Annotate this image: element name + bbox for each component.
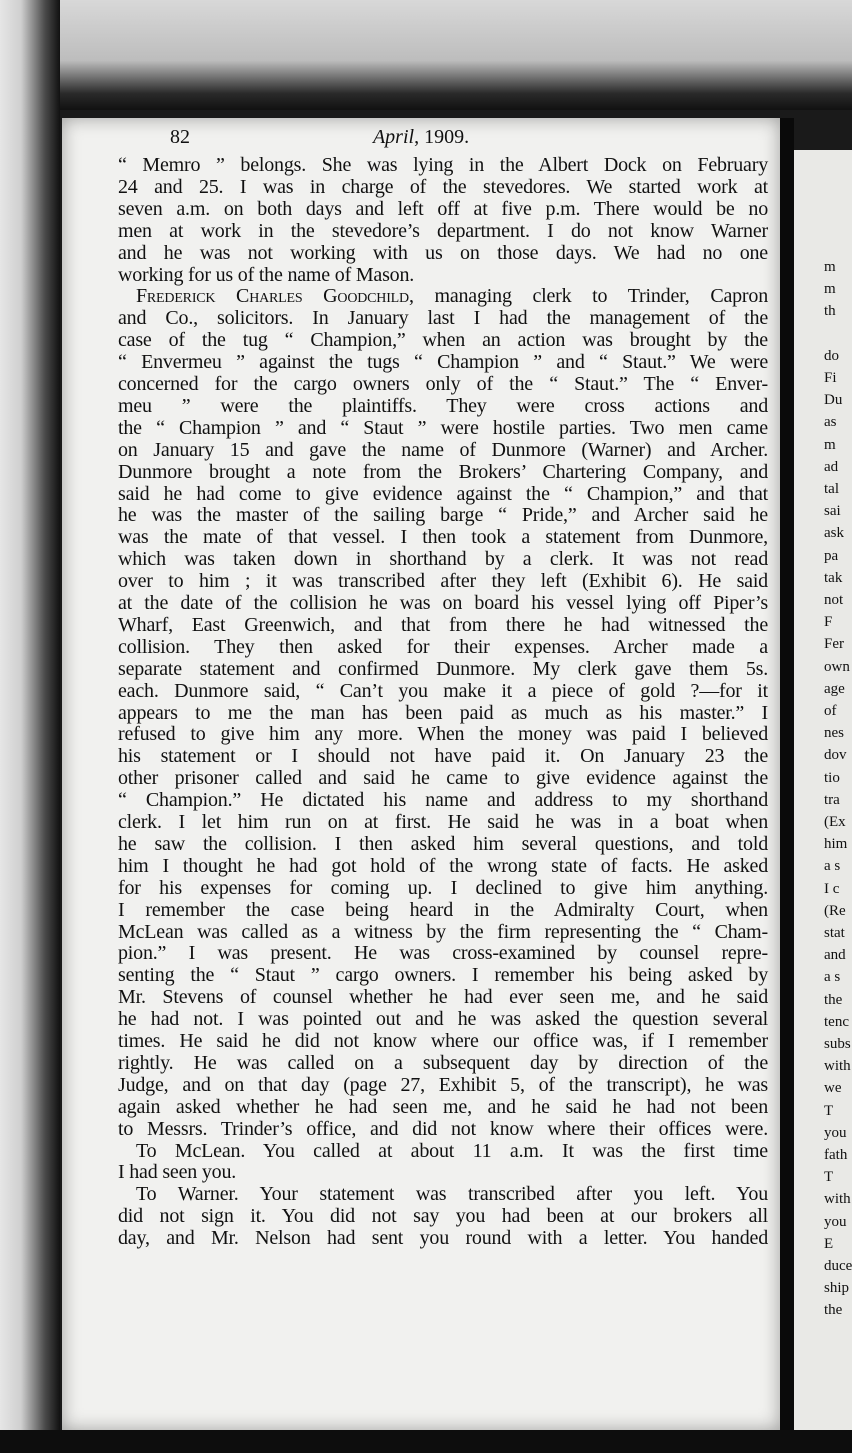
facing-page-fragment: T (824, 1169, 834, 1186)
facing-page-fragment: Fi (824, 370, 837, 386)
facing-page-fragment: subs (824, 1036, 851, 1052)
scan-background-top (0, 0, 852, 110)
line-text: , managing clerk to Trinder, Capron (408, 285, 768, 308)
text-line: at the date of the collision he was on board his vessel lying off Piper’s (118, 592, 768, 614)
book-gutter (780, 118, 794, 1430)
text-line: which was taken down in shorthand by a clerk. It was not read (118, 548, 768, 571)
text-line: and he was not working with us on those days. We had no one (118, 241, 768, 264)
text-line: he saw the collision. I then asked him several questions, and told (118, 832, 768, 855)
facing-page-fragment: m (824, 259, 836, 275)
text-line: to Messrs. Trinder’s office, and did not know where their offices were. (118, 1117, 768, 1140)
text-line: pion.” I was present. He was cross-examined by counsel repre- (118, 942, 768, 965)
facing-page-fragment: with (824, 1058, 851, 1075)
speaker-name: Frederick Charles Goodchild (136, 285, 409, 308)
facing-page-fragment: m (824, 281, 836, 298)
text-line: To McLean. You called at about 11 a.m. It was the first time (136, 1139, 768, 1162)
text-line: again asked whether he had seen me, and he said he had not been (118, 1095, 768, 1118)
text-line: appears to me the man has been paid as much as his master.” I (118, 701, 768, 724)
facing-page-fragment: you (824, 1213, 847, 1230)
text-line: on January 15 and gave the name of Dunmore (Warner) and Archer. (118, 438, 768, 461)
text-line: the “ Champion ” and “ Staut ” were hostile parties. Two men came (118, 416, 768, 439)
text-line: day, and Mr. Nelson had sent you round with a letter. You handed (118, 1227, 768, 1250)
facing-page-edge (794, 150, 852, 1430)
text-line: “ Champion.” He dictated his name and address to my shorthand (118, 789, 768, 812)
text-line: working for us of the name of Mason. (118, 263, 415, 286)
scan-background-bottom (0, 1430, 852, 1453)
facing-page-fragment: and (824, 947, 846, 964)
facing-page-fragment: stat (824, 925, 845, 941)
text-line: concerned for the cargo owners only of the “ Staut.” The “ Enver- (118, 373, 768, 395)
text-line: for his expenses for coming up. I declined to give him anything. (118, 876, 768, 899)
text-line: separate statement and confirmed Dunmore. My clerk gave them 5s. (118, 657, 768, 680)
facing-page-fragment: ship (824, 1280, 850, 1297)
facing-page-fragment: F (824, 614, 833, 631)
facing-page-fragment: Du (824, 392, 843, 409)
text-line: refused to give him any more. When the money was paid I believed (118, 723, 768, 746)
facing-page-fragment: a s (824, 858, 841, 875)
text-line: senting the “ Staut ” cargo owners. I remember his being asked by (118, 964, 768, 987)
facing-page-fragment: him (824, 836, 848, 853)
text-line: times. He said he did not know where our office was, if I remember (118, 1030, 768, 1052)
facing-page-fragment: a s (824, 969, 841, 986)
facing-page-fragment: ask (824, 525, 844, 542)
facing-page-fragment: the (824, 1302, 843, 1319)
facing-page-fragment: ad (824, 458, 839, 475)
facing-page-fragment: duce (824, 1258, 852, 1274)
text-line: case of the tug “ Champion,” when an action was brought by the (118, 329, 768, 352)
text-line: I remember the case being heard in the Admiralty Court, when (118, 898, 768, 921)
text-line: Judge, and on that day (page 27, Exhibit 5, of the transcript), he was (118, 1073, 768, 1096)
text-line: him I thought he had got hold of the wrong state of facts. He asked (118, 854, 768, 877)
text-line: and Co., solicitors. In January last I had the management of the (118, 307, 768, 330)
text-line: “ Memro ” belongs. She was lying in the Albert Dock on February (118, 154, 768, 176)
facing-page-fragment: I c (824, 880, 840, 897)
running-head-month: April (372, 126, 415, 148)
facing-page-fragment: (Re (824, 902, 846, 919)
text-line: I had seen you. (118, 1161, 237, 1184)
running-head-year: , 1909. (414, 126, 470, 148)
text-line: seven a.m. on both days and left off at five p.m. There would be no (118, 197, 768, 220)
facing-page-fragment: not (824, 592, 844, 608)
facing-page-fragment: with (824, 1191, 851, 1208)
text-line: “ Envermeu ” against the tugs “ Champion ” and “ Staut.” We were (118, 351, 768, 374)
text-line: meu ” were the plaintiffs. They were cross actions and (118, 394, 768, 417)
scan-background-left (0, 0, 60, 1453)
facing-page-fragment: Fer (824, 636, 844, 653)
facing-page-fragment: th (824, 303, 836, 320)
facing-page-fragment: nes (824, 725, 844, 742)
running-head (62, 126, 780, 149)
facing-page-fragment: T (824, 1102, 834, 1119)
facing-page-fragment: pa (824, 547, 839, 564)
text-line: he was the master of the sailing barge “ Pride,” and Archer said he (118, 504, 768, 527)
facing-page-fragment: age (824, 680, 845, 697)
facing-page-fragment: do (824, 347, 839, 364)
facing-page-fragment: (Ex (824, 814, 846, 830)
text-line: To Warner. Your statement was transcribed after you left. You (136, 1183, 768, 1206)
facing-page-fragment: tal (824, 481, 839, 497)
facing-page-fragment: tak (824, 569, 843, 586)
text-line: did not sign it. You did not say you had been at our brokers all (118, 1205, 768, 1228)
text-line: rightly. He was called on a subsequent day by direction of the (118, 1051, 768, 1074)
facing-page-fragment: sai (824, 503, 841, 520)
facing-page-fragment: tenc (824, 1013, 849, 1030)
text-line: his statement or I should not have paid it. On January 23 the (118, 745, 768, 768)
text-line: Dunmore brought a note from the Brokers’ Chartering Company, and (118, 460, 768, 483)
book-page (62, 118, 780, 1430)
text-line: other prisoner called and said he came to give evidence against the (118, 767, 768, 790)
facing-page-fragment: own (824, 658, 850, 675)
facing-page-fragment: m (824, 436, 836, 453)
facing-page-fragment: tio (824, 769, 840, 786)
page-number: 82 (170, 126, 190, 148)
text-line: was the mate of that vessel. I then took a statement from Dunmore, (118, 526, 768, 549)
text-line (118, 285, 768, 307)
text-line: McLean was called as a witness by the firm representing the “ Cham- (118, 920, 768, 943)
facing-page-fragment: we (824, 1080, 842, 1097)
text-line: he had not. I was pointed out and he was asked the question several (118, 1008, 768, 1031)
text-line: said he had come to give evidence against the “ Champion,” and that (118, 482, 768, 505)
text-line: Mr. Stevens of counsel whether he had ever seen me, and he said (118, 986, 768, 1009)
facing-page-fragment: tra (824, 791, 840, 808)
text-line: over to him ; it was transcribed after they left (Exhibit 6). He said (118, 570, 768, 593)
facing-page-fragment: you (824, 1124, 847, 1141)
facing-page-fragment: of (824, 703, 837, 719)
text-line: clerk. I let him run on at first. He said he was in a boat when (118, 811, 768, 833)
text-line: each. Dunmore said, “ Can’t you make it a piece of gold ?—for it (118, 679, 768, 702)
facing-page-fragment: E (824, 1235, 834, 1252)
facing-page-fragment: the (824, 991, 843, 1008)
facing-page-fragment: fath (824, 1147, 848, 1163)
text-line: men at work in the stevedore’s department. I do not know Warner (118, 219, 768, 242)
facing-page-fragment: as (824, 414, 837, 431)
text-line: 24 and 25. I was in charge of the stevedores. We started work at (118, 175, 768, 198)
text-line: collision. They then asked for their expenses. Archer made a (118, 635, 768, 658)
facing-page-fragment: dov (824, 747, 847, 764)
text-line: Wharf, East Greenwich, and that from there he had witnessed the (118, 613, 768, 636)
